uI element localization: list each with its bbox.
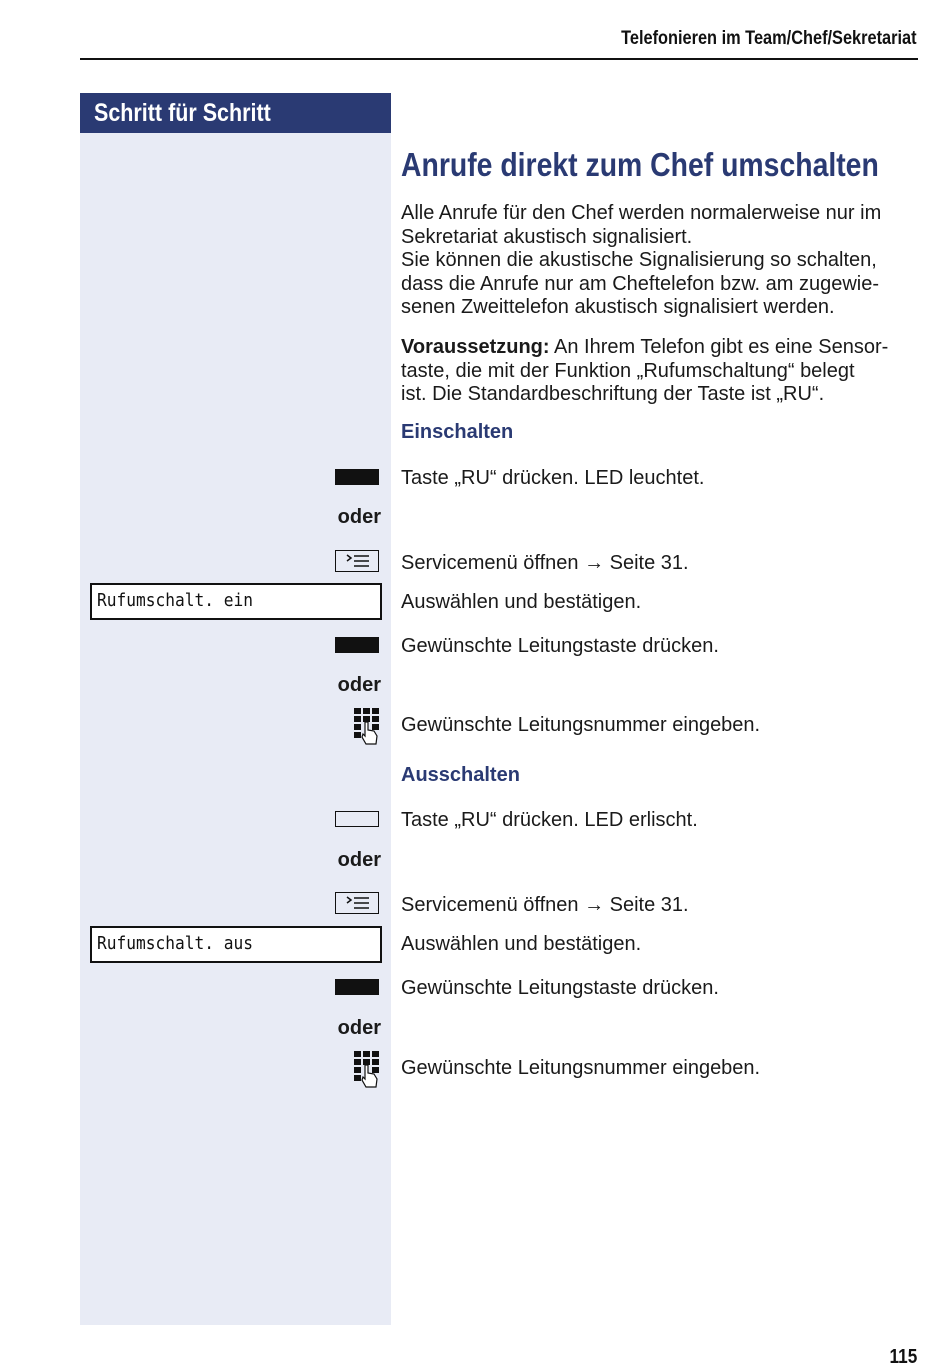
section-heading-ausschalten: Ausschalten: [401, 764, 520, 786]
or-label: oder: [337, 1017, 381, 1039]
prerequisite-label: Voraussetzung:: [401, 336, 550, 358]
keypad-icon: [352, 1049, 382, 1089]
intro-line: Alle Anrufe für den Chef werden normalerweise nur im: [401, 202, 882, 224]
step-text: Auswählen und bestätigen.: [401, 933, 642, 955]
sidebar-heading-label: Schritt für Schritt: [94, 99, 271, 127]
prerequisite-line: taste, die mit der Funktion „Rufumschaltung“ belegt: [401, 359, 855, 382]
key-led-on-icon: [335, 979, 379, 995]
or-label: oder: [337, 849, 381, 871]
or-label: oder: [337, 506, 381, 528]
page-header-title: Telefonieren im Team/Chef/Sekretariat: [621, 28, 917, 49]
display-option-label: Rufumschalt. aus: [97, 933, 254, 954]
intro-paragraph: [401, 202, 921, 320]
menu-key-icon: [335, 550, 379, 572]
step-text: Taste „RU“ drücken. LED leuchtet.: [401, 467, 705, 489]
section-heading-einschalten: Einschalten: [401, 421, 514, 443]
prerequisite-paragraph: [401, 336, 921, 407]
step-text: Gewünschte Leitungstaste drücken.: [401, 635, 719, 657]
display-option-rufumschalt-ein[interactable]: [90, 583, 382, 620]
page-title: Anrufe direkt zum Chef umschalten: [401, 146, 879, 183]
sidebar-column: [80, 133, 391, 1325]
header-rule: [80, 58, 918, 60]
key-led-off-icon: [335, 811, 379, 827]
keypad-glyph: [352, 1049, 382, 1089]
intro-line: dass die Anrufe nur am Cheftelefon bzw. am zugewie-: [401, 272, 880, 295]
step-text: Gewünschte Leitungsnummer eingeben.: [401, 1057, 761, 1079]
step-text: Taste „RU“ drücken. LED erlischt.: [401, 809, 698, 831]
intro-line: Sie können die akustische Signalisierung so schalten,: [401, 249, 877, 271]
key-led-on-icon: [335, 637, 379, 653]
menu-key-glyph: [336, 893, 378, 913]
key-led-on-icon: [335, 469, 379, 485]
or-label: oder: [337, 674, 381, 696]
intro-line: Sekretariat akustisch signalisiert.: [401, 225, 693, 248]
display-option-label: Rufumschalt. ein: [97, 590, 254, 611]
step-text: Gewünschte Leitungsnummer eingeben.: [401, 714, 761, 736]
intro-line: senen Zweittelefon akustisch signalisiert werden.: [401, 296, 835, 318]
menu-key-icon: [335, 892, 379, 914]
step-text: Gewünschte Leitungstaste drücken.: [401, 977, 719, 999]
step-text: Auswählen und bestätigen.: [401, 591, 642, 613]
prerequisite-line: ist. Die Standardbeschriftung der Taste ist „RU“.: [401, 383, 825, 405]
step-text: Servicemenü öffnen → Seite 31.: [401, 894, 689, 916]
display-option-rufumschalt-aus[interactable]: [90, 926, 382, 963]
step-text: Servicemenü öffnen → Seite 31.: [401, 552, 689, 574]
menu-key-glyph: [336, 551, 378, 571]
keypad-glyph: [352, 706, 382, 746]
page-number: 115: [889, 1346, 917, 1368]
keypad-icon: [352, 706, 382, 746]
sidebar-heading: [80, 93, 391, 133]
prerequisite-line: An Ihrem Telefon gibt es eine Sensor-: [549, 336, 889, 358]
